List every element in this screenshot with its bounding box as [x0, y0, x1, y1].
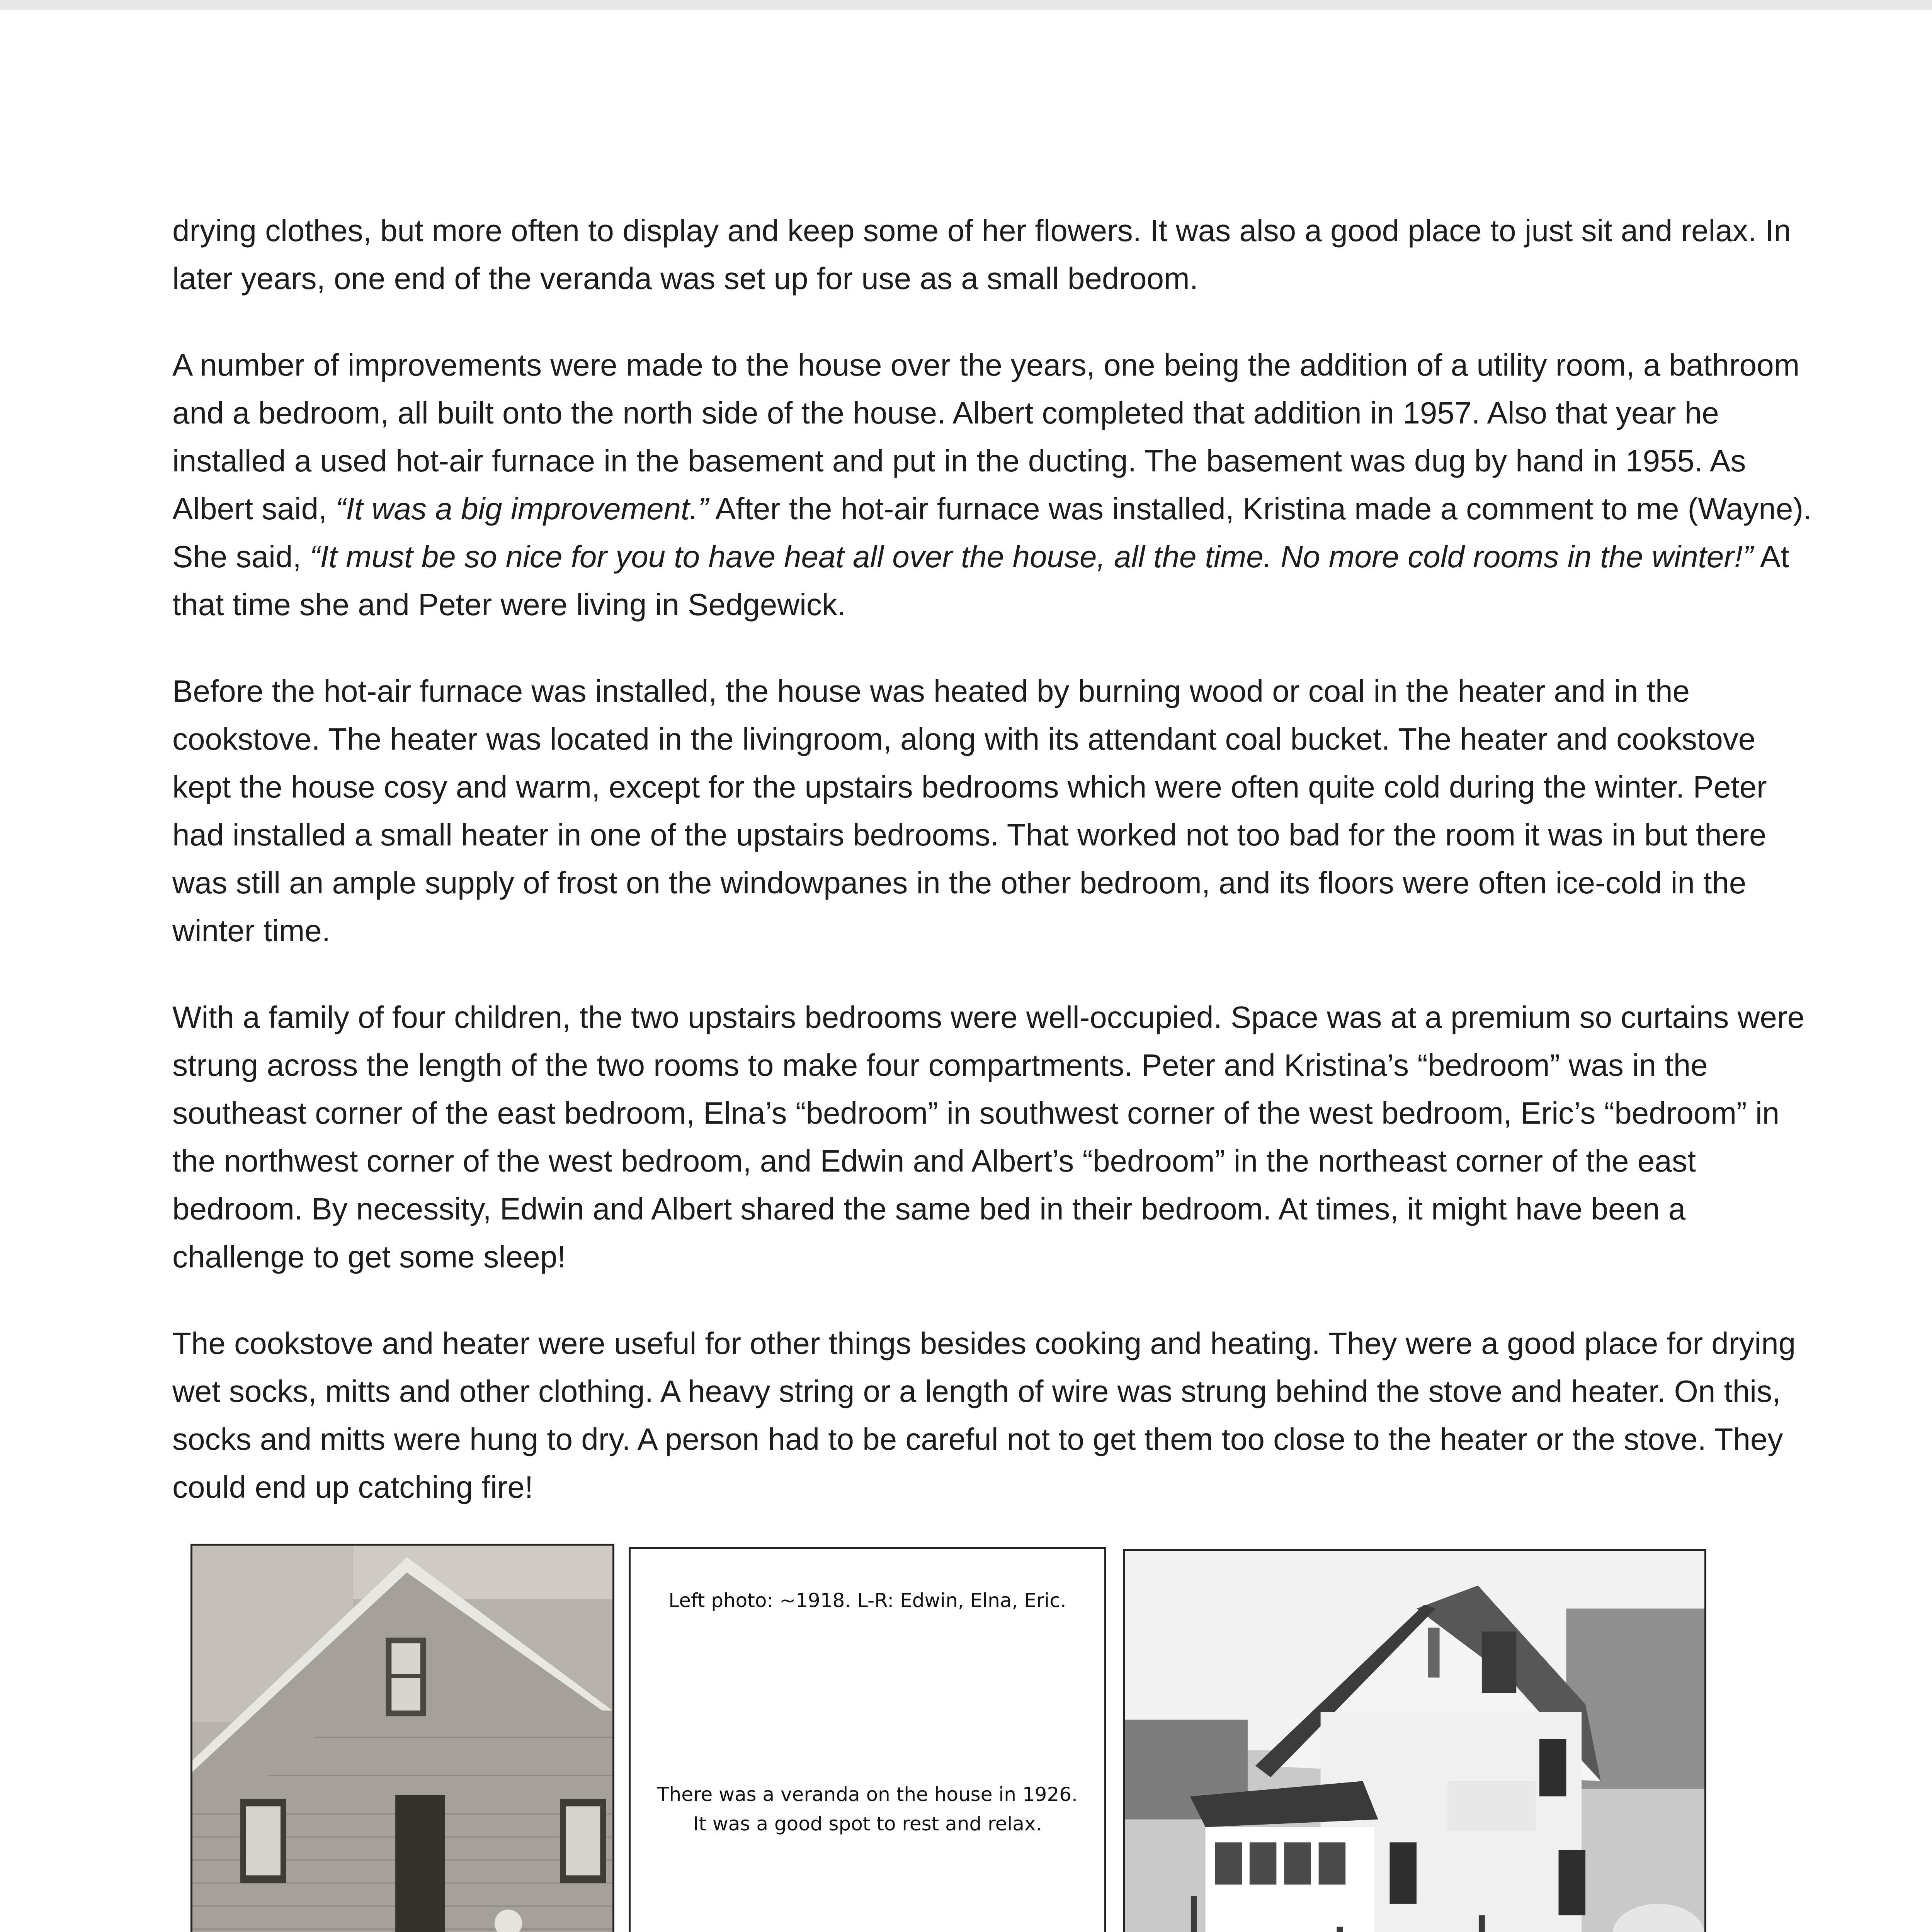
body-text — [172, 207, 1815, 1550]
paragraph-text: At that time she and Peter were living in Sedgewick. — [172, 539, 1789, 622]
quote-text: “It was a big improvement.” — [335, 492, 709, 526]
caption-left-photo: Left photo: ~1918. L-R: Edwin, Elna, Eric. — [668, 1589, 1066, 1612]
caption-veranda-line1: There was a veranda on the house in 1926. — [657, 1783, 1078, 1806]
scan-top-edge — [0, 0, 1932, 10]
paragraph-text: A number of improvements were made to the house over the years, one being the addition of a utility room, a bathroom and a bedroom, all built onto the north side of the house. Albert completed that addition in 1957. Also that year he installed a used hot-air furnace in the basement and put in the ducting. The basement was dug by hand in 1955. As Albert said, — [172, 348, 1800, 526]
photo-1926 — [1123, 1549, 1706, 1932]
caption-veranda-line2: It was a good spot to rest and relax. — [693, 1813, 1042, 1835]
body-paragraph — [172, 667, 1815, 955]
body-paragraph — [172, 207, 1815, 303]
body-paragraph — [172, 341, 1815, 629]
paragraph-text: With a family of four children, the two upstairs bedrooms were well-occupied. Space was at a premium so curtains were strung across the length of the two rooms to make four compartments. Peter and Kristina’s “bedroom” was in the southeast corner of the east bedroom, Elna’s “bedroom” in southwest corner of the west bedroom, Eric’s “bedroom” in the northwest corner of the west bedroom, and Edwin and Albert’s “bedroom” in the northeast corner of the east bedroom. By necessity, Edwin and Albert shared the same bed in their bedroom. At times, it might have been a challenge to get some sleep! — [172, 1000, 1805, 1274]
body-paragraph — [172, 993, 1815, 1281]
paragraph-text: The cookstove and heater were useful for other things besides cooking and heating. They were a good place for drying wet socks, mitts and other clothing. A heavy string or a length of wire was strung behind the stove and heater. On this, socks and mitts were hung to dry. A person had to be careful not to get them too close to the heater or the stove. They could end up catching fire! — [172, 1326, 1796, 1504]
caption-box — [629, 1547, 1106, 1932]
paragraph-text: Before the hot-air furnace was installed, the house was heated by burning wood or coal in the heater and in the cookstove. The heater was located in the livingroom, along with its attendant coal bucket. The heater and cookstove kept the house cosy and warm, except for the upstairs bedrooms which were often quite cold during the winter. Peter had installed a small heater in one of the upstairs bedrooms. That worked not too bad for the room it was in but there was still an ample supply of frost on the windowpanes in the other bedroom, and its floors were often ice-cold in the winter time. — [172, 674, 1767, 948]
photo-1918 — [190, 1544, 614, 1932]
paragraph-text: After the hot-air furnace was installed, Kristina made a comment to me (Wayne). She said, — [172, 492, 1812, 574]
paragraph-text: drying clothes, but more often to display and keep some of her flowers. It was also a good place to just sit and relax. In later years, one end of the veranda was set up for use as a small bedroom. — [172, 213, 1791, 296]
quote-text: “It must be so nice for you to have heat all over the house, all the time. No more cold rooms in the winter!” — [310, 539, 1753, 574]
body-paragraph — [172, 1320, 1815, 1511]
